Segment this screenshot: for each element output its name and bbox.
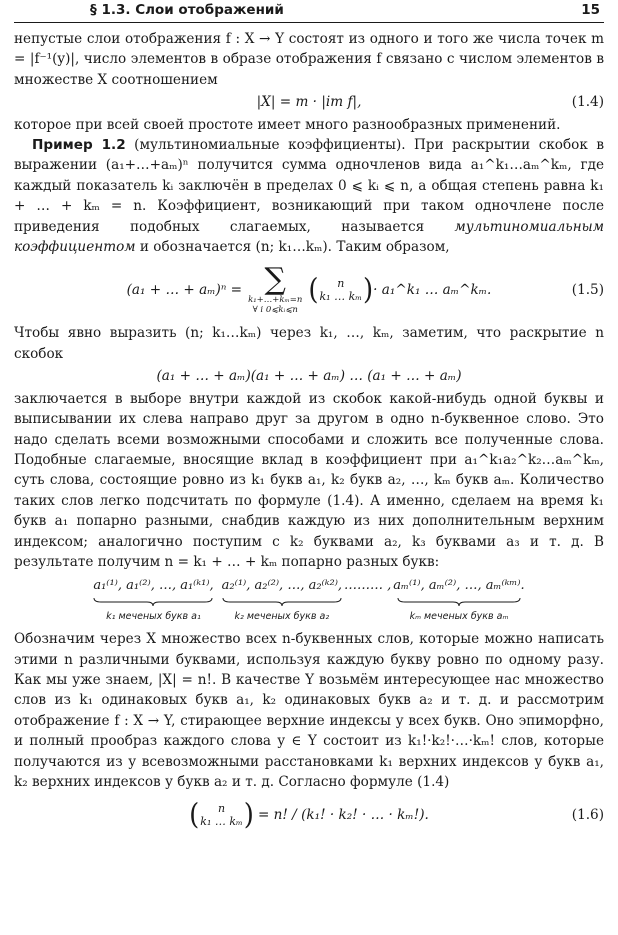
sum-limit-2: ∀ i 0⩽kᵢ⩽n bbox=[252, 305, 298, 316]
example-text-end: и обозначается (n; k₁…kₘ). Таким образом, bbox=[139, 239, 450, 256]
paragraph-1: непустые слои отображения f : X → Y состоят из одного и того же числа точек m = |f⁻¹(y)|, число элементов в образе отображения f связано с числом элементов в множестве X соотношением bbox=[14, 31, 604, 88]
emphasized-term: мультиномиальным коэффициентом bbox=[14, 218, 604, 256]
equation-1-5-rhs: · a₁^k₁ … aₘ^kₘ. bbox=[373, 282, 492, 299]
underbrace-icon bbox=[397, 597, 521, 607]
brace-caption: kₘ меченых букв aₘ bbox=[409, 610, 509, 622]
page-number: 15 bbox=[581, 2, 600, 18]
multinomial-coefficient: ( n k₁ … kₘ ) bbox=[189, 798, 254, 832]
brace-group-3 bbox=[393, 576, 524, 627]
brace-group-2 bbox=[222, 576, 342, 627]
paragraph-4: Чтобы явно выразить (n; k₁…kₘ) через k₁, …, kₘ, заметим, что раскрытие n скобок bbox=[14, 325, 604, 362]
example-label: Пример 1.2 bbox=[32, 137, 126, 154]
paragraph-2: которое при всей своей простоте имеет много разнообразных применений. bbox=[14, 116, 561, 133]
binomial-top: n bbox=[217, 802, 226, 816]
paragraph-5: заключается в выборе внутри каждой из скобок какой-нибудь одной буквы и выписывании их слева направо друг за другом в одно n-буквенное слово. Это надо сделать всеми возможными способами и сложить все полученные слова. Подобные слагаемые, вносящие вклад в коэффициент при a₁^k₁a₂^k₂…aₘ^kₘ, суть слова, состоящие ровно из k₁ букв a₁, k₂ букв a₂, …, kₘ букв aₘ. Количество таких слов легко подсчитать по формуле (1.4). А именно, сделаем на время k₁ букв a₁ попарно разными, снабдив каждую из них дополнительным верхним индексом; аналогично поступим с k₂ буквами a₂, k₃ буквами a₃ и т. д. В результате получим n = k₁ + … + kₘ попарно разных букв: bbox=[14, 390, 604, 570]
brace-terms: aₘ⁽¹⁾, aₘ⁽²⁾, …, aₘ⁽ᵏᵐ⁾. bbox=[393, 578, 525, 594]
body-text bbox=[14, 29, 604, 836]
equation-1-5-lhs: (a₁ + … + aₘ)ⁿ = bbox=[126, 282, 243, 299]
underbrace-icon bbox=[93, 597, 213, 607]
equation-number: (1.6) bbox=[571, 807, 604, 824]
binomial-bottom: k₁ … kₘ bbox=[319, 290, 362, 304]
labeled-letters bbox=[14, 576, 604, 627]
multinomial-coefficient: ( n k₁ … kₘ ) bbox=[308, 273, 374, 307]
brace-terms: a₁⁽¹⁾, a₁⁽²⁾, …, a₁⁽ᵏ¹⁾, bbox=[93, 578, 214, 594]
summation-operator: ∑ k₁+…+kₘ=n ∀ i 0⩽kᵢ⩽n bbox=[248, 262, 303, 316]
sum-limit-1: k₁+…+kₘ=n bbox=[248, 295, 303, 306]
section-title: § 1.3. Слои отображений bbox=[90, 2, 284, 18]
equation-1-4 bbox=[14, 92, 604, 112]
brace-separator: ……… , bbox=[344, 578, 392, 594]
brace-terms: a₂⁽¹⁾, a₂⁽²⁾, …, a₂⁽ᵏ²⁾, bbox=[221, 578, 343, 594]
binomial-bottom: k₁ … kₘ bbox=[200, 815, 243, 829]
equation-1-6 bbox=[14, 794, 604, 836]
running-head bbox=[14, 2, 604, 23]
product-expression: (a₁ + … + aₘ)(a₁ + … + aₘ) … (a₁ + … + aₘ) bbox=[156, 368, 462, 385]
underbrace-icon bbox=[222, 597, 342, 607]
example-text: (мультиномиальные коэффициенты). При раскрытии скобок в выражении (a₁+…+aₘ)ⁿ получится сумма одночленов вида a₁^k₁…aₘ^kₘ, где каждый показатель kᵢ заключён в пределах 0 ⩽ kᵢ ⩽ n, а общая степень равна k₁ + … + kₘ = n. Коэффициент, возникающий при таком одночлене после приведения подобных слагаемых, называется bbox=[14, 137, 604, 235]
equation-1-5 bbox=[14, 259, 604, 321]
product-of-brackets bbox=[14, 366, 604, 386]
example-paragraph bbox=[14, 135, 604, 257]
binomial-top: n bbox=[337, 277, 345, 291]
brace-group-1 bbox=[93, 576, 213, 627]
equation-1-4-body: |X| = m · |im f|, bbox=[256, 94, 362, 111]
brace-caption: k₁ меченых букв a₁ bbox=[106, 610, 201, 622]
equation-1-6-rhs: = n! / (k₁! · k₂! · … · kₘ!). bbox=[257, 807, 429, 824]
brace-caption: k₂ меченых букв a₂ bbox=[234, 610, 330, 622]
equation-number: (1.4) bbox=[571, 94, 604, 111]
equation-number: (1.5) bbox=[571, 282, 604, 299]
paragraph-6: Обозначим через X множество всех n-буквенных слов, которые можно написать этими n различными буквами, используя каждую букву ровно по одному разу. Как мы уже знаем, |X| = n!. В качестве Y возьмём интересующее нас множество слов из k₁ одинаковых букв a₁, k₂ одинаковых букв a₂ и т. д. и рассмотрим отображение f : X → Y, стирающее верхние индексы у всех букв. Оно эпиморфно, и полный прообраз каждого слова y ∈ Y состоит из k₁!·k₂!·…·kₘ! слов, которые получаются из y всевозможными расстановками k₁ верхних индексов у букв a₁, k₂ верхних индексов у букв a₂ и т. д. Согласно формуле (1.4) bbox=[14, 631, 604, 790]
